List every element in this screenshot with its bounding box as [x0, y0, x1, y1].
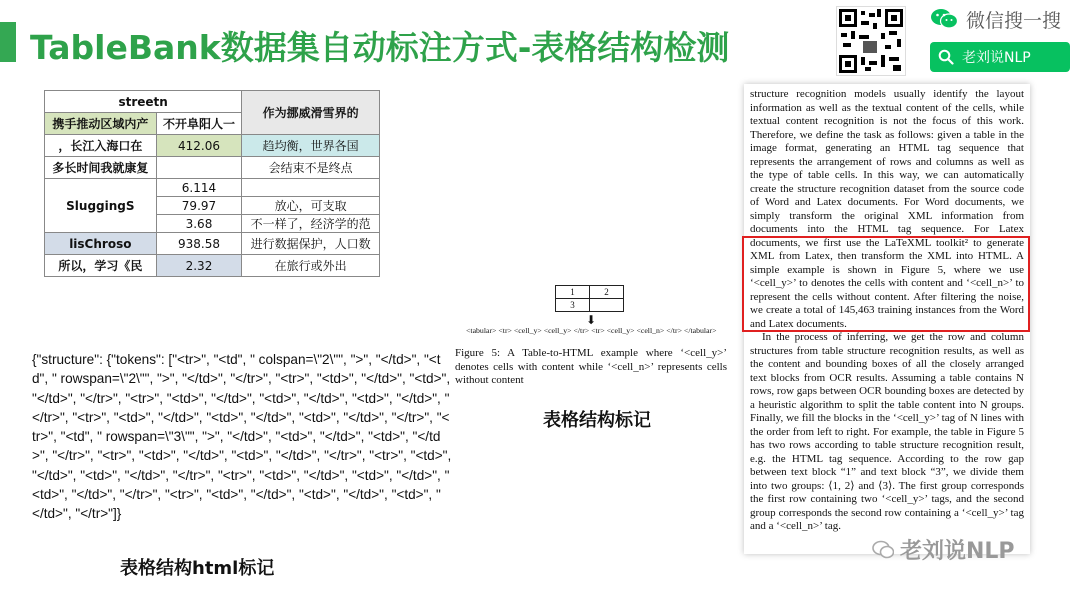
watermark-text: 老刘说NLP [900, 539, 1015, 564]
table-cell: 79.97 [156, 197, 242, 215]
figure-cell: 2 [590, 286, 624, 299]
table-cell [242, 179, 380, 197]
table-cell: 6.114 [156, 179, 242, 197]
qr-code-icon [837, 7, 905, 75]
account-name: 老刘说NLP [962, 50, 1031, 66]
wechat-watermark-icon [872, 540, 894, 560]
table-cell: 412.06 [156, 135, 242, 157]
table-cell: 趋均衡，世界各国 [242, 135, 380, 157]
table-cell: 放心，可支取 [242, 197, 380, 215]
table-cell [156, 157, 242, 179]
structure-tokens-json: {"structure": {"tokens": ["<tr>", "<td", " colspan=\"2\"", ">", "</td>", "<td", " rowspan=\"2\"", ">", "</td>", "</tr>", "<tr>", "<td>", "</td>", "<td>", "</td>", "</tr>", "<tr>", "<td>", "</td>", "<td>", "</td>", "<td>", "</td>", "</tr>", "<tr>", "<td>", "</td>", "<td>", "</td>", "<td>", "</td>", "</tr>", "<tr>", "<td", " rowspan=\"3\"", ">", "</td>", "<td>", "</td>", "<td>", "</td>", "</tr>", "<tr>", "<td>", "</td>", "<td>", "</td>", "</tr>", "<tr>", "<td>", "</td>", "<td>", "</td>", "</tr>", "<tr>", "<td>", "</td>", "<td>", "</td>", "<td>", "</td>", "</tr>", "<tr>", "<td>", "</td>", "<td>", "</td>", "<td>", "</td>", "</tr>"]} [32, 352, 452, 522]
title-accent-bar [0, 22, 16, 62]
table-header-cell: streetn [45, 91, 242, 113]
wechat-search-label: 微信搜一搜 [966, 9, 1062, 32]
example-table [44, 90, 380, 277]
table-cell: 3.68 [156, 215, 242, 233]
table-cell: 2.32 [156, 255, 242, 277]
page-title: TableBank数据集自动标注方式-表格结构检测 [30, 28, 730, 67]
caption-html-markup: 表格结构html标记 [120, 558, 275, 579]
caption-structure-markup: 表格结构标记 [543, 410, 651, 431]
search-icon [938, 49, 954, 65]
figure-cell: 3 [556, 299, 590, 312]
table-cell: ，长江入海口在 [45, 135, 157, 157]
table-header-right: 作为挪威滑雪界的 [242, 91, 380, 135]
table-cell: 携手推动区域内产 [45, 113, 157, 135]
watermark [872, 534, 1015, 565]
table-cell: 会结束不是终点 [242, 157, 380, 179]
table-cell: 所以，学习《民 [45, 255, 157, 277]
table-group-label: SluggingS [45, 179, 157, 233]
wechat-icon [930, 8, 958, 30]
paper-paragraph: In the process of inferring, we get the row and column structures from table structure recognition results, as well as the content and bounding boxes of all the closely arranged text blocks from OCR results. Assuming a table contains N rows, row gaps between OCR bounding boxes are detected by a heuristic algorithm to split the table content into N groups. Finally, we fill the blocks in the ‘<cell_y>’ tag of N lines with the order from left to right. For example, the table in Figure 5 has two rows according to table structure recognition result, e.g. the HTML tag sequence. According to the row gap between text block “1” and text block “3”, we divide them into two groups: ⟨1, 2⟩ and ⟨3⟩. The first group corresponds the first row containing two ‘<cell_y>’ tags, and the second group corresponds the second row containing a ‘<cell_y>’ tag and a ‘<cell_n>’ tag. [750, 331, 1024, 532]
table-cell: lisChroso [45, 233, 157, 255]
table-cell: 多长时间我就康复 [45, 157, 157, 179]
paper-paragraph: structure recognition models usually identify the layout information as well as the textual content of the cells, while textual content recognition is not the focus of this work. Therefore, we define the task as follows: given a table in the image format, generating an HTML tag sequence that represents the arrangement of rows and columns as well as the type of table cells. In this way, we can automatically create the structure recognition dataset from the source code of Word and Latex documents. For Word documents, we simply transform the original XML information from documents into the HTML tag sequence. For Latex documents, we first use the LaTeXML toolkit² to generate XML from Latex, then transform the XML into HTML. A simple example is shown in Figure 5, where we use ‘<cell_y>’ to denotes the cells with content and ‘<cell_n>’ to represent the cells without content. After filtering the noise, we create a total of 145,463 training instances from the Word and Latex documents. [750, 88, 1024, 330]
table-cell: 进行数据保护，人口数 [242, 233, 380, 255]
figure-tag-sequence: <tabular> <tr> <cell_y> <cell_y> </tr> <tr> <cell_y> <cell_n> </tr> </tabular> [466, 326, 717, 335]
table-cell: 938.58 [156, 233, 242, 255]
account-search-button[interactable] [930, 42, 1070, 72]
table-cell: 在旅行或外出 [242, 255, 380, 277]
table-cell: 不一样了，经济学的范 [242, 215, 380, 233]
table-cell: 不开阜阳人一 [156, 113, 242, 135]
figure5-grid [555, 285, 624, 312]
figure-cell: 1 [556, 286, 590, 299]
arrow-down-icon: ⬇ [586, 313, 597, 327]
qr-code[interactable] [836, 6, 906, 76]
wechat-search[interactable] [930, 6, 1061, 32]
figure-caption: Figure 5: A Table-to-HTML example where ‘<cell_y>’ denotes cells with content while ‘<cell_n>’ represents cells without content [455, 347, 727, 386]
figure-cell-empty [590, 299, 624, 312]
paper-excerpt [744, 84, 1030, 554]
